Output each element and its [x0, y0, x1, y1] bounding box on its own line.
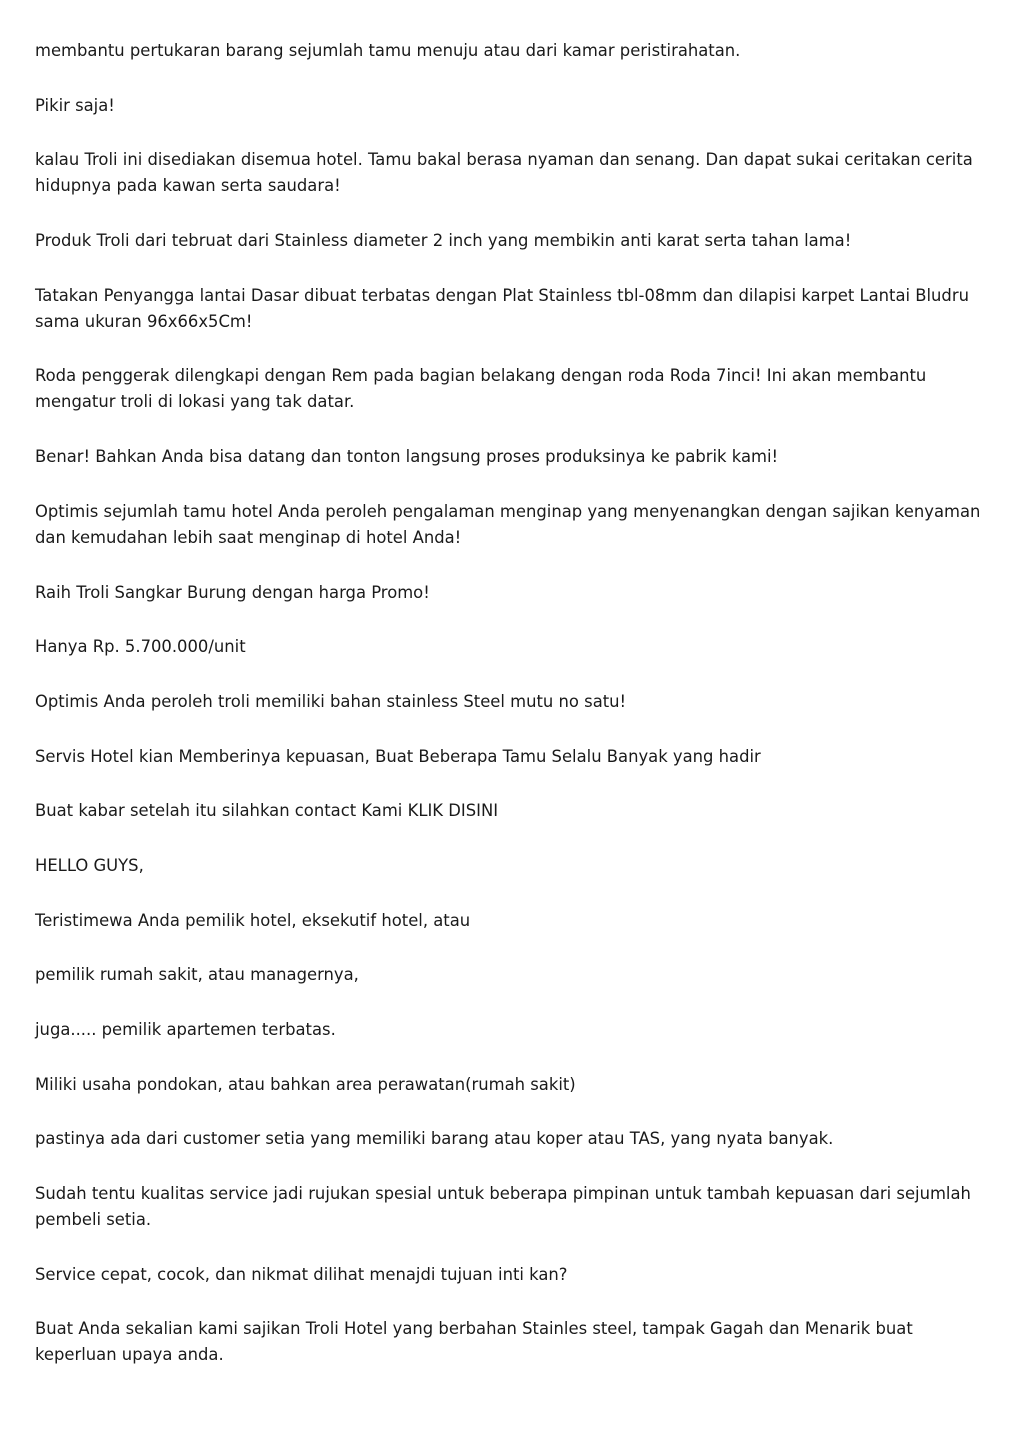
paragraph: pemilik rumah sakit, atau managernya, — [35, 965, 359, 985]
paragraph: Buat Anda sekalian kami sajikan Troli Hotel yang berbahan Stainles steel, tampak Gagah dan Menarik buat keperluan upaya anda. — [35, 1319, 913, 1365]
greeting-paragraph: HELLO GUYS, — [35, 855, 144, 875]
paragraph: Teristimewa Anda pemilik hotel, eksekutif hotel, atau — [35, 910, 471, 930]
paragraph: juga..... pemilik apartemen terbatas. — [35, 1020, 336, 1039]
paragraph: Miliki usaha pondokan, atau bahkan area perawatan(rumah sakit) — [35, 1074, 576, 1094]
paragraph: kalau Troli ini disediakan disemua hotel. Tamu bakal berasa nyaman dan senang. Dan dapat sukai ceritakan cerita hidupnya pada kawan serta saudara! — [35, 150, 973, 196]
paragraph: Optimis sejumlah tamu hotel Anda peroleh pengalaman menginap yang menyenangkan dengan sajikan kenyaman dan kemudahan lebih saat menginap di hotel Anda! — [35, 501, 981, 547]
paragraph: Pikir saja! — [35, 95, 115, 115]
paragraph: Sudah tentu kualitas service jadi rujukan spesial untuk beberapa pimpinan untuk tambah kepuasan dari sejumlah pembeli setia. — [35, 1184, 971, 1230]
paragraph: Roda penggerak dilengkapi dengan Rem pada bagian belakang dengan roda Roda 7inci! Ini akan membantu mengatur troli di lokasi yang tak datar. — [35, 366, 927, 412]
paragraph: Benar! Bahkan Anda bisa datang dan tonton langsung proses produksinya ke pabrik kami! — [35, 447, 779, 467]
paragraph: Optimis Anda peroleh troli memiliki bahan stainless Steel mutu no satu! — [35, 691, 627, 711]
paragraph: membantu pertukaran barang sejumlah tamu menuju atau dari kamar peristirahatan. — [35, 41, 741, 60]
document-page — [35, 38, 985, 1397]
paragraph: Service cepat, cocok, dan nikmat dilihat menajdi tujuan inti kan? — [35, 1264, 568, 1284]
contact-paragraph: Buat kabar setelah itu silahkan contact Kami KLIK DISINI — [35, 801, 499, 821]
paragraph: Servis Hotel kian Memberinya kepuasan, Buat Beberapa Tamu Selalu Banyak yang hadir — [35, 746, 761, 766]
price-paragraph: Hanya Rp. 5.700.000/unit — [35, 637, 246, 657]
paragraph: Produk Troli dari tebruat dari Stainless diameter 2 inch yang membikin anti karat serta tahan lama! — [35, 231, 852, 251]
paragraph: Tatakan Penyangga lantai Dasar dibuat terbatas dengan Plat Stainless tbl-08mm dan dilapisi karpet Lantai Bludru sama ukuran 96x66x5Cm! — [35, 285, 969, 331]
paragraph: Raih Troli Sangkar Burung dengan harga Promo! — [35, 582, 430, 602]
paragraph: pastinya ada dari customer setia yang memiliki barang atau koper atau TAS, yang nyata banyak. — [35, 1129, 834, 1149]
